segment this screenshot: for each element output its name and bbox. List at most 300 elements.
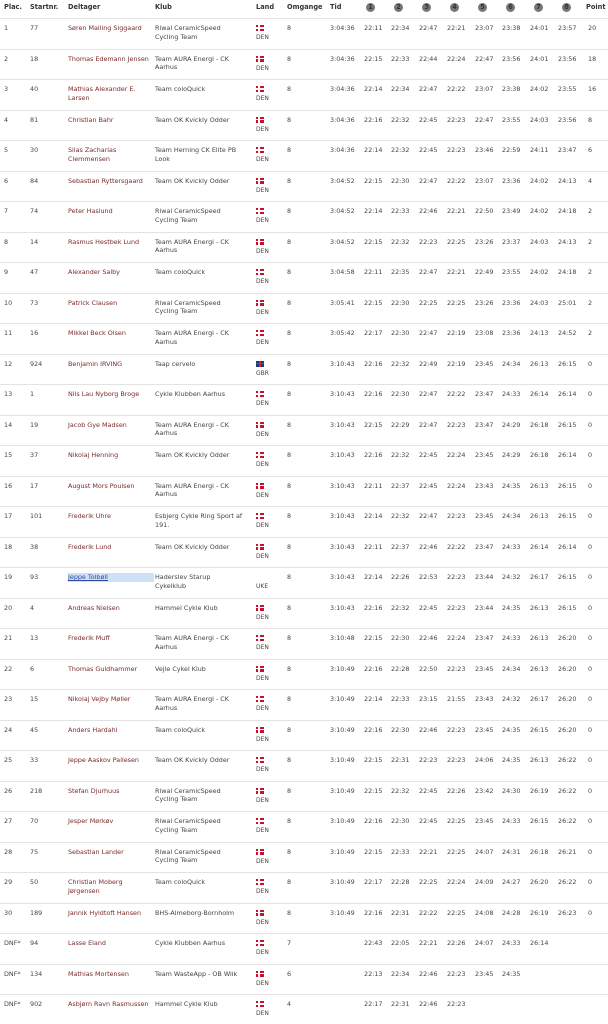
cell-lap-1: 22:14: [364, 207, 383, 215]
flag-dk-icon: [256, 147, 264, 153]
cell-lap-4: 22:22: [447, 390, 466, 398]
cell-lap-2: 22:32: [391, 237, 410, 246]
rider-name-link[interactable]: August Mors Poulsen: [68, 481, 135, 490]
cell-plac: 14: [4, 420, 13, 429]
cell-lap-6: 23:38: [502, 85, 521, 93]
rider-name-link[interactable]: Jeppe Aaskov Pallesen: [68, 756, 139, 764]
header-lap-8[interactable]: 8: [562, 3, 571, 12]
rider-name-link[interactable]: Mathias Mortensen: [68, 969, 129, 978]
rider-name-link[interactable]: Alexander Salby: [68, 268, 120, 276]
rider-name-link[interactable]: Christian Bahr: [68, 115, 114, 124]
cell-lap-3: 22:45: [419, 146, 438, 154]
cell-omgange: 8: [287, 573, 292, 581]
cell-lap-3: 22:46: [419, 725, 438, 734]
flag-dk-icon: [256, 178, 264, 184]
header-omgange[interactable]: Omgange: [287, 3, 323, 11]
cell-club: Riwal CeramicSpeed Cycling Team: [155, 847, 221, 865]
cell-land: DEN: [256, 308, 269, 316]
cell-point: 0: [588, 908, 593, 917]
cell-lap-1: 22:43: [364, 939, 383, 947]
cell-club: Team coloQuick: [155, 85, 206, 93]
cell-lap-7: 26:18: [530, 451, 549, 459]
cell-startnr: 924: [30, 359, 43, 368]
cell-omgange: 8: [287, 908, 292, 917]
cell-plac: 25: [4, 756, 13, 764]
cell-land: DEN: [256, 796, 269, 804]
cell-lap-2: 22:30: [391, 390, 410, 398]
cell-lap-5: 22:47: [475, 115, 494, 124]
table-row: [0, 689, 608, 719]
cell-point: 0: [588, 725, 593, 734]
header-lap-6[interactable]: 6: [506, 3, 515, 12]
cell-lap-6: 24:35: [502, 603, 521, 612]
cell-lap-2: 22:32: [391, 786, 410, 795]
cell-lap-3: 22:46: [419, 1000, 438, 1008]
cell-lap-7: 26:14: [530, 390, 549, 398]
cell-club: Esbjerg Cykle Ring Sport af 191.: [155, 512, 243, 529]
cell-lap-2: 22:28: [391, 878, 410, 886]
table-row: [0, 811, 608, 841]
cell-lap-1: 22:14: [364, 512, 383, 520]
cell-lap-6: 24:35: [502, 969, 521, 978]
rider-name-link[interactable]: Søren Malling Siggaard: [68, 24, 142, 32]
cell-omgange: 8: [287, 786, 292, 795]
cell-lap-6: 24:33: [502, 542, 521, 551]
cell-club: Team AURA Energi - CK Aarhus: [155, 634, 229, 651]
cell-lap-1: 22:15: [364, 786, 383, 795]
rider-name-link[interactable]: Peter Haslund: [68, 207, 113, 215]
rider-name-link[interactable]: Mathias Alexander E. Larsen: [68, 85, 136, 102]
cell-lap-6: 24:34: [502, 359, 521, 368]
header-startnr[interactable]: Startnr.: [30, 3, 59, 11]
flag-dk-icon: [256, 696, 264, 702]
cell-lap-8: 26:15: [558, 573, 577, 581]
table-row: [0, 323, 608, 353]
cell-tid: 3:10:43: [330, 603, 355, 612]
cell-lap-3: 22:44: [419, 54, 438, 63]
table-row: [0, 750, 608, 780]
cell-lap-8: 26:21: [558, 847, 577, 856]
cell-plac: 9: [4, 268, 9, 276]
cell-lap-1: 22:11: [364, 24, 383, 32]
cell-lap-5: 23:47: [475, 634, 494, 642]
cell-lap-2: 22:32: [391, 146, 410, 154]
cell-lap-5: 23:45: [475, 512, 494, 520]
table-row: [0, 842, 608, 872]
rider-name-link[interactable]: Nikolaj Henning: [68, 451, 119, 459]
cell-lap-7: 26:18: [530, 420, 549, 429]
rider-name-link[interactable]: Sebastian Ryttersgaard: [68, 176, 143, 185]
rider-name-link[interactable]: Thomas Edemann Jensen: [68, 54, 149, 63]
cell-plac: 19: [4, 573, 13, 581]
cell-lap-4: 22:23: [447, 969, 466, 978]
cell-lap-5: 23:47: [475, 542, 494, 551]
cell-plac: 21: [4, 634, 13, 642]
header-tid[interactable]: Tid: [330, 3, 342, 11]
cell-lap-5: 23:08: [475, 329, 494, 337]
cell-land: DEN: [256, 278, 269, 285]
cell-lap-8: 25:01: [558, 298, 577, 307]
cell-omgange: 7: [287, 939, 292, 947]
cell-lap-8: 26:20: [558, 695, 577, 703]
cell-lap-3: 22:45: [419, 451, 438, 459]
cell-startnr: 17: [30, 481, 39, 490]
cell-lap-8: 24:18: [558, 268, 577, 276]
cell-lap-8: 23:56: [558, 54, 577, 63]
cell-startnr: 81: [30, 115, 39, 124]
cell-startnr: 70: [30, 817, 39, 825]
cell-omgange: 8: [287, 634, 292, 642]
cell-lap-5: 24:09: [475, 878, 494, 886]
flag-dk-icon: [256, 300, 264, 306]
cell-tid: 3:05:42: [330, 329, 355, 337]
table-row: [0, 49, 608, 79]
flag-dk-icon: [256, 452, 264, 458]
cell-startnr: 37: [30, 451, 39, 459]
cell-lap-2: 22:33: [391, 847, 410, 856]
cell-lap-2: 22:37: [391, 542, 410, 551]
cell-lap-5: 23:43: [475, 695, 494, 703]
cell-club: Cykle Klubben Aarhus: [155, 390, 226, 398]
rider-name-link[interactable]: Stefan Djurhuus: [68, 786, 120, 795]
flag-dk-icon: [256, 940, 264, 946]
cell-land: DEN: [256, 705, 269, 712]
cell-lap-3: 22:47: [419, 420, 438, 429]
cell-omgange: 8: [287, 817, 292, 825]
cell-lap-4: 22:24: [447, 634, 466, 642]
cell-lap-5: 23:45: [475, 817, 494, 825]
cell-startnr: 134: [30, 969, 43, 978]
cell-lap-3: 22:49: [419, 359, 438, 368]
cell-lap-8: 24:18: [558, 207, 577, 215]
cell-lap-6: 23:36: [502, 176, 521, 185]
rider-name-link[interactable]: Jeppe Tolbøll: [68, 573, 154, 582]
cell-lap-3: 23:15: [419, 695, 438, 703]
cell-plac: 28: [4, 847, 13, 856]
cell-land: DEN: [256, 186, 269, 194]
cell-tid: 3:10:43: [330, 359, 355, 368]
cell-lap-8: 26:15: [558, 512, 577, 520]
cell-club: Riwal CeramicSpeed Cycling Team: [155, 207, 221, 224]
cell-lap-4: 22:23: [447, 756, 466, 764]
header-deltager[interactable]: Deltager: [68, 3, 101, 11]
rider-name-link[interactable]: Frederik Muff: [68, 634, 110, 642]
cell-lap-3: 22:21: [419, 939, 438, 947]
cell-lap-8: 26:14: [558, 542, 577, 551]
cell-point: 2: [588, 237, 593, 246]
cell-lap-4: 22:24: [447, 878, 466, 886]
table-row: [0, 262, 608, 292]
table-row: [0, 933, 608, 963]
cell-club: Team coloQuick: [155, 268, 206, 276]
cell-lap-1: 22:16: [364, 817, 383, 825]
cell-lap-6: 24:33: [502, 390, 521, 398]
cell-startnr: 30: [30, 146, 39, 154]
cell-startnr: 40: [30, 85, 39, 93]
flag-gb-icon: [256, 361, 264, 367]
table-row: [0, 903, 608, 933]
cell-startnr: 74: [30, 207, 39, 215]
table-row: [0, 18, 608, 48]
header-lap-4[interactable]: 4: [450, 3, 459, 12]
cell-lap-7: 24:02: [530, 176, 549, 185]
cell-lap-5: 22:49: [475, 268, 494, 276]
cell-omgange: 8: [287, 420, 292, 429]
cell-lap-5: 23:26: [475, 237, 494, 246]
cell-tid: 3:10:49: [330, 664, 355, 673]
flag-dk-icon: [256, 544, 264, 550]
flag-dk-icon: [256, 666, 264, 672]
cell-plac: DNF*: [4, 939, 21, 947]
rider-name-link[interactable]: Patrick Clausen: [68, 298, 118, 307]
flag-dk-icon: [256, 239, 264, 245]
flag-dk-icon: [256, 605, 264, 611]
rider-name-link[interactable]: Lasse Eland: [68, 939, 106, 947]
rider-name-link[interactable]: Sebastian Lander: [68, 847, 124, 856]
cell-lap-5: 22:47: [475, 54, 494, 63]
cell-lap-7: 26:14: [530, 542, 549, 551]
header-lap-7[interactable]: 7: [534, 3, 543, 12]
rider-name-link[interactable]: Benjamin IRVING: [68, 359, 123, 368]
cell-club: Taap cervelo: [155, 359, 196, 368]
cell-land: DEN: [256, 918, 269, 926]
cell-omgange: 8: [287, 176, 292, 185]
cell-lap-6: 24:33: [502, 634, 521, 642]
cell-lap-4: 22:25: [447, 817, 466, 825]
cell-lap-3: 22:46: [419, 542, 438, 551]
cell-lap-2: 22:32: [391, 451, 410, 459]
cell-plac: 18: [4, 542, 13, 551]
cell-startnr: 189: [30, 908, 43, 917]
cell-tid: 3:10:49: [330, 878, 355, 886]
cell-lap-2: 22:30: [391, 817, 410, 825]
rider-name-link[interactable]: Frederik Uhre: [68, 512, 111, 520]
cell-lap-7: 26:20: [530, 878, 549, 886]
flag-dk-icon: [256, 757, 264, 763]
cell-tid: 3:10:43: [330, 573, 355, 581]
flag-dk-icon: [256, 86, 264, 92]
cell-tid: 3:10:49: [330, 756, 355, 764]
cell-tid: 3:04:36: [330, 54, 355, 63]
table-row: [0, 964, 608, 994]
cell-lap-2: 22:32: [391, 512, 410, 520]
cell-lap-6: 23:49: [502, 207, 521, 215]
cell-lap-2: 22:30: [391, 725, 410, 734]
cell-lap-4: 22:24: [447, 481, 466, 490]
cell-plac: 17: [4, 512, 13, 520]
cell-club: Cykle Klubben Aarhus: [155, 939, 226, 947]
cell-tid: 3:10:49: [330, 786, 355, 795]
cell-lap-1: 22:14: [364, 695, 383, 703]
cell-point: 4: [588, 176, 593, 185]
cell-club: Riwal CeramicSpeed Cycling Team: [155, 298, 221, 316]
cell-lap-5: 23:42: [475, 786, 494, 795]
cell-lap-6: 24:29: [502, 451, 521, 459]
rider-name-link[interactable]: Mikkel Beck Olsen: [68, 329, 126, 337]
cell-startnr: 93: [30, 573, 39, 581]
cell-lap-8: 26:22: [558, 786, 577, 795]
cell-lap-8: 24:52: [558, 329, 577, 337]
header-plac[interactable]: Plac.: [4, 3, 22, 11]
cell-plac: 13: [4, 390, 13, 398]
cell-point: 16: [588, 85, 597, 93]
cell-land: GBR: [256, 369, 269, 377]
cell-lap-8: 26:20: [558, 664, 577, 673]
table-row: [0, 232, 608, 262]
flag-dk-icon: [256, 330, 264, 336]
rider-name-link[interactable]: Jesper Mørkøv: [68, 817, 114, 825]
rider-name-link[interactable]: Nikolaj Vejby Møller: [68, 695, 131, 703]
cell-lap-1: 22:16: [364, 115, 383, 124]
cell-tid: 3:10:43: [330, 542, 355, 551]
cell-club: Vejle Cykel Klub: [155, 664, 206, 673]
cell-lap-1: 22:11: [364, 268, 383, 276]
cell-lap-1: 22:16: [364, 664, 383, 673]
cell-startnr: 16: [30, 329, 39, 337]
table-row: [0, 781, 608, 811]
cell-lap-4: 22:23: [447, 1000, 466, 1008]
cell-startnr: 1: [30, 390, 35, 398]
cell-point: 20: [588, 24, 597, 32]
rider-name-link[interactable]: Rasmus Hestbek Lund: [68, 237, 140, 246]
cell-omgange: 4: [287, 1000, 292, 1008]
table-row: [0, 567, 608, 597]
flag-dk-icon: [256, 483, 264, 489]
cell-tid: 3:10:48: [330, 634, 355, 642]
cell-point: 0: [588, 664, 593, 673]
cell-point: 0: [588, 847, 593, 856]
cell-omgange: 8: [287, 207, 292, 215]
cell-lap-1: 22:17: [364, 1000, 383, 1008]
cell-land: DEN: [256, 857, 269, 865]
table-row: [0, 110, 608, 140]
cell-omgange: 8: [287, 268, 292, 276]
header-point[interactable]: Point: [586, 3, 606, 11]
cell-lap-7: 24:13: [530, 329, 549, 337]
rider-name-link[interactable]: Thomas Guldhammer: [68, 664, 138, 673]
cell-startnr: 47: [30, 268, 39, 276]
cell-lap-2: 22:32: [391, 359, 410, 368]
cell-point: 0: [588, 420, 593, 429]
cell-point: 0: [588, 603, 593, 612]
rider-name-link[interactable]: Anders Hardahl: [68, 725, 118, 734]
cell-lap-1: 22:14: [364, 85, 383, 93]
cell-omgange: 8: [287, 451, 292, 459]
cell-lap-8: 24:13: [558, 237, 577, 246]
header-lap-1[interactable]: 1: [366, 3, 375, 12]
cell-lap-7: 26:15: [530, 725, 549, 734]
rider-name-link[interactable]: Jannik Hyldtoft Hansen: [68, 908, 142, 917]
cell-lap-7: 26:13: [530, 512, 549, 520]
cell-omgange: 8: [287, 298, 292, 307]
flag-dk-icon: [256, 208, 264, 214]
cell-lap-8: 23:47: [558, 146, 577, 154]
cell-lap-6: 24:28: [502, 908, 521, 917]
cell-lap-3: 22:23: [419, 756, 438, 764]
cell-club: Hammel Cykle Klub: [155, 603, 218, 612]
table-row: [0, 171, 608, 201]
cell-omgange: 8: [287, 390, 292, 398]
cell-plac: 5: [4, 146, 9, 154]
header-lap-3[interactable]: 3: [422, 3, 431, 12]
cell-lap-4: 22:25: [447, 237, 466, 246]
rider-name-link[interactable]: Frederik Lund: [68, 542, 112, 551]
cell-plac: 30: [4, 908, 13, 917]
cell-omgange: 8: [287, 512, 292, 520]
table-row: [0, 537, 608, 567]
cell-plac: 26: [4, 786, 13, 795]
cell-lap-1: 22:17: [364, 329, 383, 337]
cell-lap-5: 22:50: [475, 207, 494, 215]
cell-lap-4: 22:24: [447, 54, 466, 63]
rider-name-link[interactable]: Silas Zacharias Clemmensen: [68, 146, 117, 163]
cell-lap-4: 22:23: [447, 420, 466, 429]
table-row: [0, 445, 608, 475]
cell-startnr: 15: [30, 695, 39, 703]
cell-land: DEN: [256, 735, 269, 743]
cell-startnr: 75: [30, 847, 39, 856]
cell-plac: 10: [4, 298, 13, 307]
table-row: [0, 354, 608, 384]
cell-tid: 3:10:49: [330, 908, 355, 917]
cell-lap-8: 26:15: [558, 420, 577, 429]
cell-omgange: 8: [287, 146, 292, 154]
cell-plac: 22: [4, 664, 13, 673]
cell-plac: 4: [4, 115, 9, 124]
cell-lap-1: 22:15: [364, 176, 383, 185]
cell-lap-6: 24:35: [502, 725, 521, 734]
cell-lap-5: 23:45: [475, 969, 494, 978]
cell-lap-7: 26:17: [530, 695, 549, 703]
header-lap-5[interactable]: 5: [478, 3, 487, 12]
table-row: [0, 659, 608, 689]
cell-lap-3: 22:46: [419, 634, 438, 642]
cell-lap-6: 24:32: [502, 573, 521, 581]
cell-lap-3: 22:47: [419, 390, 438, 398]
rider-name-link[interactable]: Nils Lau Nyborg Broge: [68, 390, 140, 398]
table-row: [0, 598, 608, 628]
cell-lap-5: 23:45: [475, 725, 494, 734]
cell-club: Riwal CeramicSpeed Cycling Team: [155, 817, 221, 834]
rider-name-link[interactable]: Asbjørn Ravn Rasmussen: [68, 1000, 149, 1008]
cell-club: Riwal CeramicSpeed Cycling Team: [155, 24, 221, 41]
rider-name-link[interactable]: Andreas Nielsen: [68, 603, 120, 612]
rider-name-link[interactable]: Jacob Gye Madsen: [68, 420, 127, 429]
cell-lap-6: 24:34: [502, 512, 521, 520]
cell-tid: 3:04:36: [330, 115, 355, 124]
cell-lap-3: 22:25: [419, 298, 438, 307]
cell-omgange: 8: [287, 115, 292, 124]
header-lap-2[interactable]: 2: [394, 3, 403, 12]
cell-point: 0: [588, 512, 593, 520]
rider-name-link[interactable]: Christian Moberg Jørgensen: [68, 878, 123, 895]
cell-lap-2: 22:31: [391, 908, 410, 917]
cell-lap-4: 22:21: [447, 268, 466, 276]
cell-point: 0: [588, 481, 593, 490]
cell-omgange: 8: [287, 329, 292, 337]
cell-lap-6: 22:59: [502, 146, 521, 154]
cell-plac: 6: [4, 176, 9, 185]
cell-tid: 3:04:52: [330, 207, 355, 215]
flag-dk-icon: [256, 727, 264, 733]
header-land[interactable]: Land: [256, 3, 275, 11]
cell-omgange: 8: [287, 481, 292, 490]
cell-tid: 3:04:36: [330, 146, 355, 154]
header-klub[interactable]: Klub: [155, 3, 172, 11]
cell-lap-4: 22:19: [447, 329, 466, 337]
cell-lap-5: 23:47: [475, 420, 494, 429]
cell-lap-4: 22:26: [447, 786, 466, 795]
